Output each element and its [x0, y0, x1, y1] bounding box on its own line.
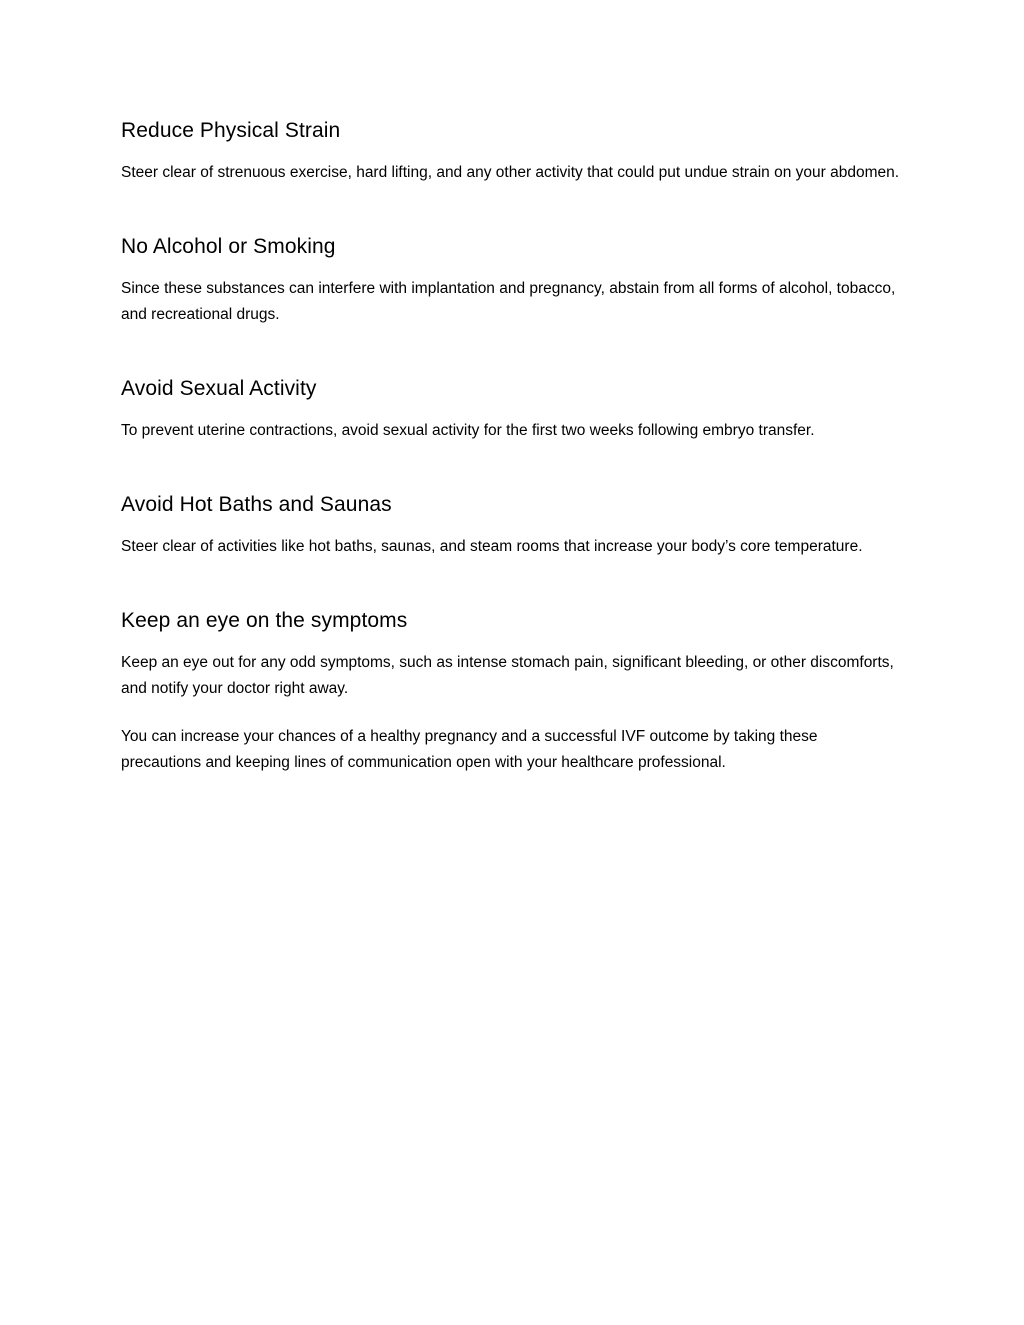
section-no-alcohol-or-smoking [121, 234, 900, 328]
section-avoid-sexual-activity [121, 376, 900, 444]
section-paragraph: You can increase your chances of a healthy pregnancy and a successful IVF outcome by taking these precautions and keeping lines of communication open with your healthcare professional. [121, 728, 818, 771]
section-paragraph: Keep an eye out for any odd symptoms, such as intense stomach pain, significant bleeding, or other discomforts, and notify your doctor right away. [121, 654, 894, 697]
section-paragraph: Since these substances can interfere with implantation and pregnancy, abstain from all forms of alcohol, tobacco, and recreational drugs. [121, 280, 896, 323]
section-keep-an-eye-on-the-symptoms [121, 608, 900, 776]
section-heading: Reduce Physical Strain [121, 119, 341, 142]
document-content [121, 118, 900, 824]
section-paragraph: Steer clear of activities like hot baths, saunas, and steam rooms that increase your body’s core temperature. [121, 538, 863, 555]
section-paragraph: To prevent uterine contractions, avoid sexual activity for the first two weeks following embryo transfer. [121, 422, 815, 439]
section-heading: Avoid Sexual Activity [121, 377, 317, 400]
section-paragraph: Steer clear of strenuous exercise, hard lifting, and any other activity that could put undue strain on your abdomen. [121, 164, 900, 181]
section-reduce-physical-strain [121, 118, 900, 186]
section-heading: No Alcohol or Smoking [121, 235, 336, 258]
section-heading: Avoid Hot Baths and Saunas [121, 493, 392, 516]
section-heading: Keep an eye on the symptoms [121, 609, 408, 632]
section-avoid-hot-baths-and-saunas [121, 492, 900, 560]
